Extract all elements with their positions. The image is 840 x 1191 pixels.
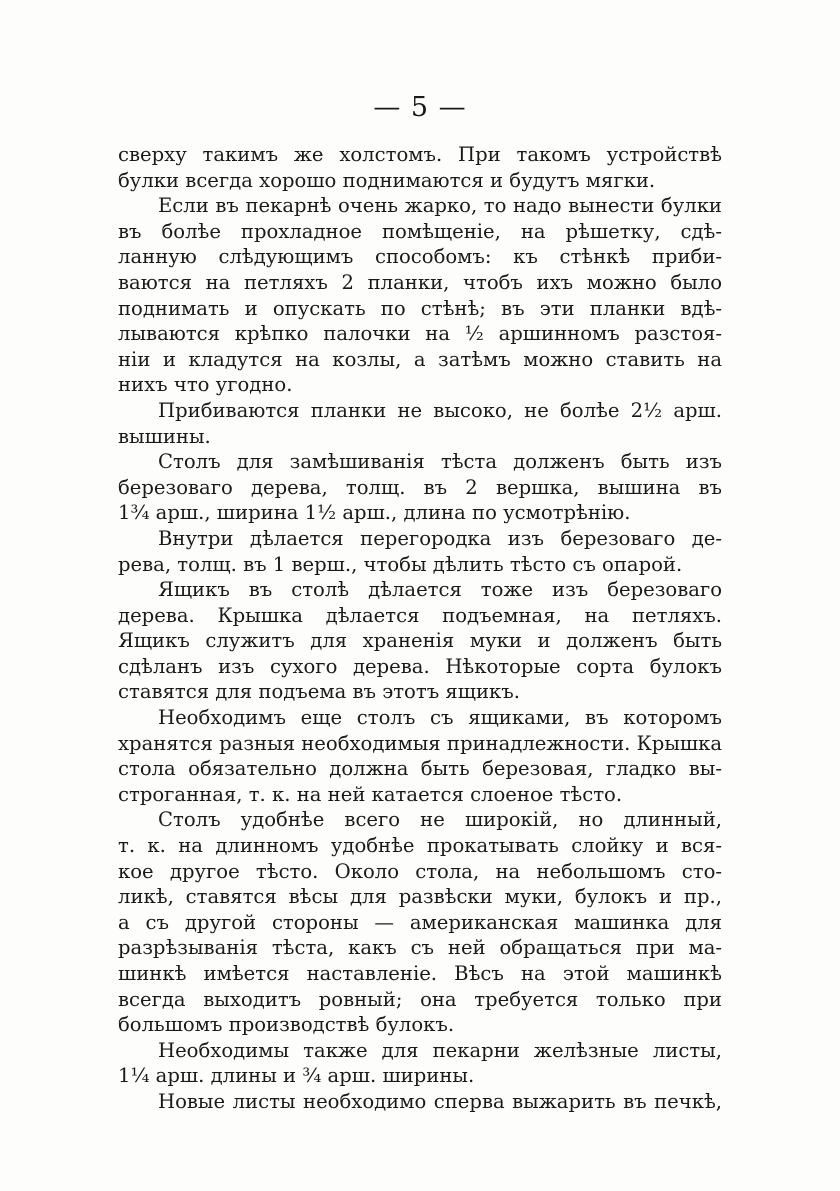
paragraph bbox=[118, 193, 722, 398]
text-line: ніи и кладутся на козлы, а затѣмъ можно ставить на bbox=[118, 347, 722, 371]
text-line: кое другое тѣсто. Около стола, на небольшомъ сто- bbox=[118, 859, 722, 883]
paragraph bbox=[118, 1038, 722, 1089]
text-line: Столъ удобнѣе всего не широкій, но длинный, bbox=[158, 808, 722, 832]
text-line: Если въ пекарнѣ очень жарко, то надо вынести булки bbox=[158, 194, 722, 218]
text-line: всегда выходитъ ровный; она требуется только при bbox=[118, 987, 722, 1011]
text-line: 1¾ арш., ширина 1½ арш., длина по усмотрѣнію. bbox=[118, 501, 631, 525]
text-line: вышины. bbox=[118, 424, 211, 448]
text-line: 1¼ арш. длины и ¾ арш. ширины. bbox=[118, 1064, 475, 1088]
text-line: Внутри дѣлается перегородка изъ березоваго де- bbox=[158, 526, 722, 550]
text-line: т. к. на длинномъ удобнѣе прокатывать слойку и вся- bbox=[118, 834, 722, 858]
page-number: — 5 — bbox=[373, 92, 467, 123]
text-line: строганная, т. к. на ней катается слоеное тѣсто. bbox=[118, 782, 623, 806]
text-line: шинкѣ имѣется наставленіе. Вѣсъ на этой машинкѣ bbox=[118, 962, 722, 985]
paragraph bbox=[118, 705, 722, 807]
text-line: ваются на петляхъ 2 планки, чтобъ ихъ можно было bbox=[118, 270, 722, 294]
text-line: сдѣланъ изъ сухого дерева. Нѣкоторые сорта булокъ bbox=[118, 654, 722, 678]
text-line: дерева. Крышка дѣлается подъемная, на петляхъ. bbox=[118, 603, 722, 627]
body-text bbox=[118, 142, 722, 1115]
text-line: въ болѣе прохладное помѣщеніе, на рѣшетку, сдѣ- bbox=[118, 219, 722, 243]
text-line: сверху такимъ же холстомъ. При такомъ устройствѣ bbox=[118, 143, 722, 166]
text-line: большомъ производствѣ булокъ. bbox=[118, 1013, 455, 1037]
paragraph bbox=[118, 577, 722, 705]
text-line: разрѣзыванія тѣста, какъ съ ней обращаться при ма- bbox=[118, 936, 722, 960]
text-line: рева, толщ. въ 1 верш., чтобы дѣлить тѣсто съ опарой. bbox=[118, 552, 683, 576]
paragraph bbox=[118, 398, 722, 449]
paragraph bbox=[118, 1089, 722, 1115]
text-line: поднимать и опускать по стѣнѣ; въ эти планки вдѣ- bbox=[118, 296, 722, 320]
text-line: хранятся разныя необходимыя принадлежности. Крышка bbox=[118, 731, 723, 755]
text-line: лываются крѣпко палочки на ½ аршинномъ разстоя- bbox=[118, 322, 722, 346]
text-line: стола обязательно должна быть березовая, гладко вы- bbox=[118, 757, 722, 781]
text-line: березоваго дерева, толщ. въ 2 вершка, вышина въ bbox=[118, 475, 722, 499]
text-line: а съ другой стороны — американская машинка для bbox=[118, 910, 722, 934]
text-line: булки всегда хорошо поднимаются и будутъ мягки. bbox=[118, 168, 656, 192]
text-line: Новые листы необходимо сперва выжарить въ печкѣ, bbox=[158, 1089, 722, 1113]
text-line: Необходимы также для пекарни желѣзные листы, bbox=[158, 1038, 722, 1062]
text-line: Прибиваются планки не высоко, не болѣе 2½ арш. bbox=[158, 398, 722, 422]
paragraph bbox=[118, 807, 722, 1037]
text-line: нихъ что угодно. bbox=[118, 373, 293, 397]
text-line: Ящикъ служитъ для храненія муки и долженъ быть bbox=[118, 629, 722, 653]
text-line: ставятся для подъема въ этотъ ящикъ. bbox=[118, 680, 520, 704]
paragraph bbox=[118, 449, 722, 526]
text-line: Необходимъ еще столъ съ ящиками, въ которомъ bbox=[158, 706, 722, 730]
text-line: Ящикъ въ столѣ дѣлается тоже изъ березоваго bbox=[158, 578, 722, 602]
text-line: ликѣ, ставятся вѣсы для развѣски муки, булокъ и пр., bbox=[118, 885, 722, 909]
text-line: ланную слѣдующимъ способомъ: къ стѣнкѣ приби- bbox=[118, 245, 722, 269]
text-line: Столъ для замѣшиванія тѣста долженъ быть изъ bbox=[158, 450, 722, 474]
paragraph bbox=[118, 526, 722, 577]
paragraph bbox=[118, 142, 722, 193]
